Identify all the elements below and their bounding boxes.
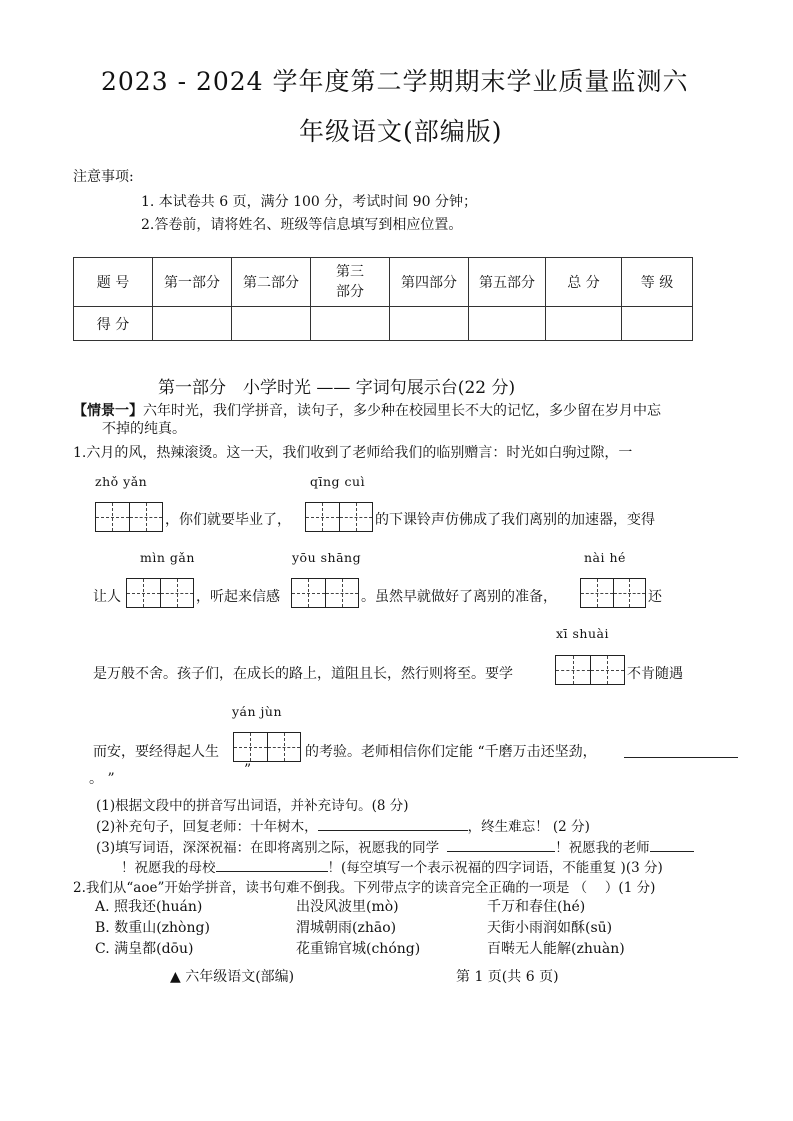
pinyin-3: mìn gǎn bbox=[140, 550, 195, 565]
q1-sub3-c: ！祝愿我的母校 bbox=[121, 860, 216, 876]
q1-sub2-a: (2)补充句子，回复老师：十年树木， bbox=[96, 819, 318, 835]
score-cell[interactable] bbox=[622, 307, 693, 341]
q1-sub3-d: ！(每空填写一个表示祝福的四字词语，不能重复 )(3 分) bbox=[327, 860, 663, 876]
pinyin-1: zhǒ yǎn bbox=[95, 474, 148, 489]
scene-text-1: 六年时光，我们学拼音，读句子，多少种在校园里长不大的记忆，多少留在岁月中忘 bbox=[143, 403, 661, 419]
q1-sub2 bbox=[96, 815, 590, 835]
q1-line2-b: ，听起来信感 bbox=[196, 589, 280, 605]
q1-line2-c: 。虽然早就做好了离别的准备， bbox=[361, 589, 557, 605]
q1-line1-b: 的下课铃声仿佛成了我们离别的加速器，变得 bbox=[375, 512, 655, 528]
q2-option-c[interactable]: C. 满皇都(dōu) bbox=[95, 941, 194, 957]
score-col-grade: 等 级 bbox=[622, 258, 693, 307]
page-title-line2: 年级语文(部编版) bbox=[299, 117, 503, 146]
score-col-part1: 第一部分 bbox=[153, 258, 232, 307]
q2-option-a-item2: 出没风波里(mò) bbox=[296, 899, 399, 915]
score-cell[interactable] bbox=[546, 307, 622, 341]
answer-grid-3[interactable] bbox=[126, 578, 194, 608]
q1-intro: 1.六月的风，热辣滚烫。这一天，我们收到了老师给我们的临别赠言：时光如白驹过隙，一 bbox=[73, 445, 633, 461]
q1-line5-a: 。 ” bbox=[89, 771, 115, 787]
q1-sub3-a: (3)填写词语，深深祝福：在即将离别之际，祝愿我的同学 bbox=[96, 840, 440, 856]
notice-item-2: 2.答卷前，请将姓名、班级等信息填写到相应位置。 bbox=[141, 217, 463, 233]
q1-sub3-b: ！祝愿我的老师 bbox=[555, 840, 650, 856]
score-row-label: 得 分 bbox=[74, 307, 153, 341]
pinyin-7: yán jùn bbox=[232, 704, 283, 719]
sub3-blank-school[interactable] bbox=[216, 871, 328, 872]
pinyin-4: yōu shāng bbox=[292, 550, 362, 565]
pinyin-5: nài hé bbox=[584, 550, 626, 565]
q1-line4-a: 而安，要经得起人生 bbox=[93, 744, 219, 760]
q1-sub2-b: ，终生难忘！ (2 分) bbox=[467, 819, 590, 835]
notice-item-1: 1. 本试卷共 6 页，满分 100 分，考试时间 90 分钟； bbox=[141, 194, 477, 210]
score-col-label: 题 号 bbox=[74, 258, 153, 307]
score-table-score-row bbox=[74, 307, 693, 341]
pinyin-6: xī shuài bbox=[556, 626, 609, 641]
footer-subject: ▲ 六年级语文(部编) bbox=[170, 969, 295, 985]
q1-line5-b: ” bbox=[244, 762, 252, 778]
scene-label: 【情景一】 bbox=[73, 403, 143, 419]
answer-grid-5[interactable] bbox=[580, 578, 646, 608]
answer-grid-6[interactable] bbox=[555, 655, 625, 685]
footer-page-number: 第 1 页(共 6 页) bbox=[456, 969, 559, 985]
answer-grid-4[interactable] bbox=[291, 578, 359, 608]
answer-grid-7[interactable] bbox=[233, 732, 301, 762]
q2-stem: 2.我们从“aoe”开始学拼音，读书句难不倒我。下列带点字的读音完全正确的一项是 （ ）(1 分) bbox=[73, 880, 656, 896]
score-col-part3-line1: 第三 bbox=[336, 264, 364, 280]
q1-sub1: (1)根据文段中的拼音写出词语，并补充诗句。(8 分) bbox=[96, 798, 409, 814]
q2-option-a-item3: 千万和春住(hé) bbox=[487, 899, 586, 915]
q1-line2-a: 让人 bbox=[93, 589, 121, 605]
score-table bbox=[73, 257, 693, 341]
score-cell[interactable] bbox=[469, 307, 546, 341]
score-col-part5: 第五部分 bbox=[469, 258, 546, 307]
q2-option-b-item2: 渭城朝雨(zhāo) bbox=[296, 920, 397, 936]
q2-option-a[interactable]: A. 照我还(huán) bbox=[95, 899, 203, 915]
q1-line3-b: 不肯随遇 bbox=[627, 666, 683, 682]
section1-heading: 第一部分 小学时光 —— 字词句展示台(22 分) bbox=[158, 378, 516, 398]
sub2-blank[interactable] bbox=[318, 830, 468, 831]
q1-line2-d: 还 bbox=[648, 589, 662, 605]
score-cell[interactable] bbox=[153, 307, 232, 341]
score-cell[interactable] bbox=[390, 307, 469, 341]
q1-line3-a: 是万般不舍。孩子们，在成长的路上，道阻且长，然行则将至。要学 bbox=[93, 666, 513, 682]
score-table-header-row bbox=[74, 258, 693, 307]
sub3-blank-classmate[interactable] bbox=[447, 851, 555, 852]
score-col-total: 总 分 bbox=[546, 258, 622, 307]
scene-intro bbox=[73, 400, 661, 420]
answer-grid-2[interactable] bbox=[305, 502, 373, 532]
score-col-part4: 第四部分 bbox=[390, 258, 469, 307]
sub3-blank-teacher[interactable] bbox=[650, 851, 694, 852]
scene-text-2: 不掉的纯真。 bbox=[102, 421, 186, 437]
poem-blank[interactable] bbox=[624, 757, 738, 758]
score-col-part3 bbox=[311, 258, 390, 307]
score-col-part3-line2: 部分 bbox=[336, 284, 364, 300]
q1-sub3-line2 bbox=[121, 856, 663, 876]
score-col-part2: 第二部分 bbox=[232, 258, 311, 307]
q2-option-b[interactable]: B. 数重山(zhòng) bbox=[95, 920, 210, 936]
q2-option-c-item3: 百啭无人能解(zhuàn) bbox=[487, 941, 625, 957]
q1-line4-b: 的考验。老师相信你们定能 “千磨万击还坚劲， bbox=[305, 744, 597, 760]
score-cell[interactable] bbox=[232, 307, 311, 341]
answer-grid-1[interactable] bbox=[95, 502, 163, 532]
q2-option-b-item3: 天街小雨润如酥(sū) bbox=[487, 920, 613, 936]
q1-sub3 bbox=[96, 836, 694, 856]
notice-heading: 注意事项: bbox=[73, 169, 134, 185]
score-cell[interactable] bbox=[311, 307, 390, 341]
page-title-line1: 2023 - 2024 学年度第二学期期末学业质量监测六 bbox=[101, 67, 689, 96]
pinyin-2: qīng cuì bbox=[310, 474, 366, 489]
q2-option-c-item2: 花重锦官城(chóng) bbox=[296, 941, 421, 957]
q1-line1-a: ，你们就要毕业了， bbox=[165, 512, 291, 528]
